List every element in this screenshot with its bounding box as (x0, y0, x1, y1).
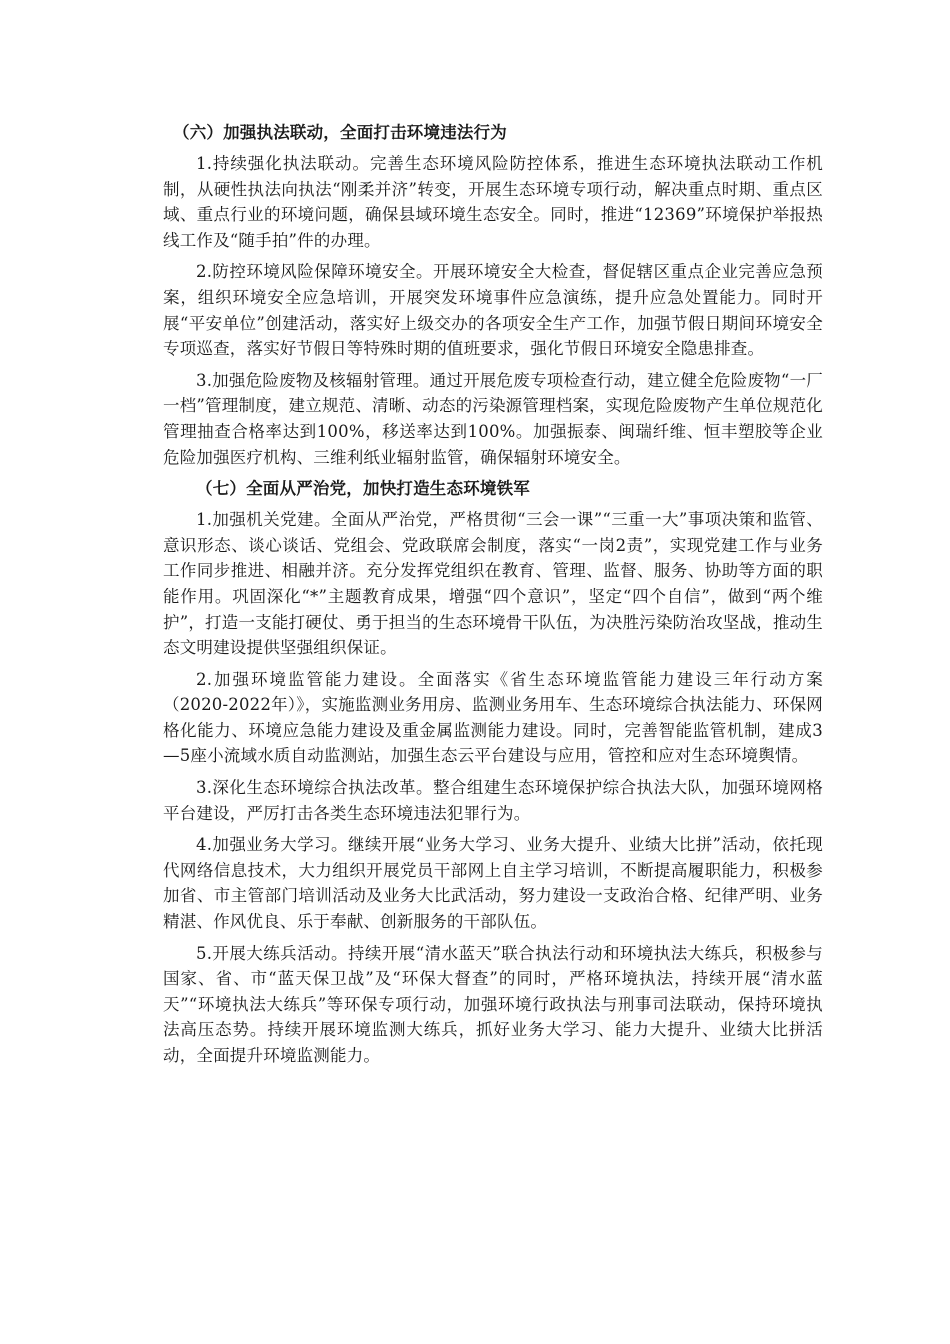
section-heading-7: （七）全面从严治党，加快打造生态环境铁军 (196, 479, 530, 499)
paragraph-6-2: 2.防控环境风险保障环境安全。开展环境安全大检查，督促辖区重点企业完善应急预案，组织环境安全应急培训，开展突发环境事件应急演练，提升应急处置能力。同时开展“平安单位”创建活动，落实好上级交办的各项安全生产工作，加强节假日期间环境安全专项巡查，落实好节假日等特殊时期的值班要求，强化节假日环境安全隐患排查。 (163, 262, 823, 359)
paragraph-7-2: 2.加强环境监管能力建设。全面落实《省生态环境监管能力建设三年行动方案（2020-2022年）》，实施监测业务用房、监测业务用车、生态环境综合执法能力、环保网格化能力、环境应急能力建设及重金属监测能力建设。同时，完善智能监管机制，建成3—5座小流域水质自动监测站，加强生态云平台建设与应用，管控和应对生态环境舆情。 (163, 669, 823, 766)
paragraph-6-3: 3.加强危险废物及核辐射管理。通过开展危废专项检查行动，建立健全危险废物“一厂一档”管理制度，建立规范、清晰、动态的污染源管理档案，实现危险废物产生单位规范化管理抽查合格率达到100%，移送率达到100%。加强振泰、闽瑞纤维、恒丰塑胶等企业危险加强医疗机构、三维利纸业辐射监管，确保辐射环境安全。 (163, 370, 823, 467)
paragraph-7-3: 3.深化生态环境综合执法改革。整合组建生态环境保护综合执法大队，加强环境网格平台建设，严厉打击各类生态环境违法犯罪行为。 (163, 778, 823, 823)
paragraph-7-4: 4.加强业务大学习。继续开展“业务大学习、业务大提升、业绩大比拼”活动，依托现代网络信息技术，大力组织开展党员干部网上自主学习培训，不断提高履职能力，积极参加省、市主管部门培训活动及业务大比武活动，努力建设一支政治合格、纪律严明、业务精湛、作风优良、乐于奉献、创新服务的干部队伍。 (163, 835, 823, 932)
paragraph-6-1: 1.持续强化执法联动。完善生态环境风险防控体系，推进生态环境执法联动工作机制，从硬性执法向执法“刚柔并济”转变，开展生态环境专项行动，解决重点时期、重点区域、重点行业的环境问题，确保县域环境生态安全。同时，推进“12369”环境保护举报热线工作及“随手拍”件的办理。 (163, 154, 823, 250)
section-heading-6: （六）加强执法联动，全面打击环境违法行为 (173, 123, 507, 142)
paragraph-7-1: 1.加强机关党建。全面从严治党，严格贯彻“三会一课”“三重一大”事项决策和监管、意识形态、谈心谈话、党组会、党政联席会制度，落实“一岗2责”，实现党建工作与业务工作同步推进、相融并济。充分发挥党组织在教育、管理、监督、服务、协助等方面的职能作用。巩固深化“*”主题教育成果，增强“四个意识”，坚定“四个自信”，做到“两个维护”，打造一支能打硬仗、勇于担当的生态环境骨干队伍，为决胜污染防治攻坚战，推动生态文明建设提供坚强组织保证。 (163, 510, 823, 658)
document-body (163, 120, 823, 1075)
paragraph-7-5: 5.开展大练兵活动。持续开展“清水蓝天”联合执法行动和环境执法大练兵，积极参与国家、省、市“蓝天保卫战”及“环保大督查”的同时，严格环境执法，持续开展“清水蓝天”“环境执法大练兵”等环保专项行动，加强环境行政执法与刑事司法联动，保持环境执法高压态势。持续开展环境监测大练兵，抓好业务大学习、能力大提升、业绩大比拼活动，全面提升环境监测能力。 (163, 943, 823, 1065)
